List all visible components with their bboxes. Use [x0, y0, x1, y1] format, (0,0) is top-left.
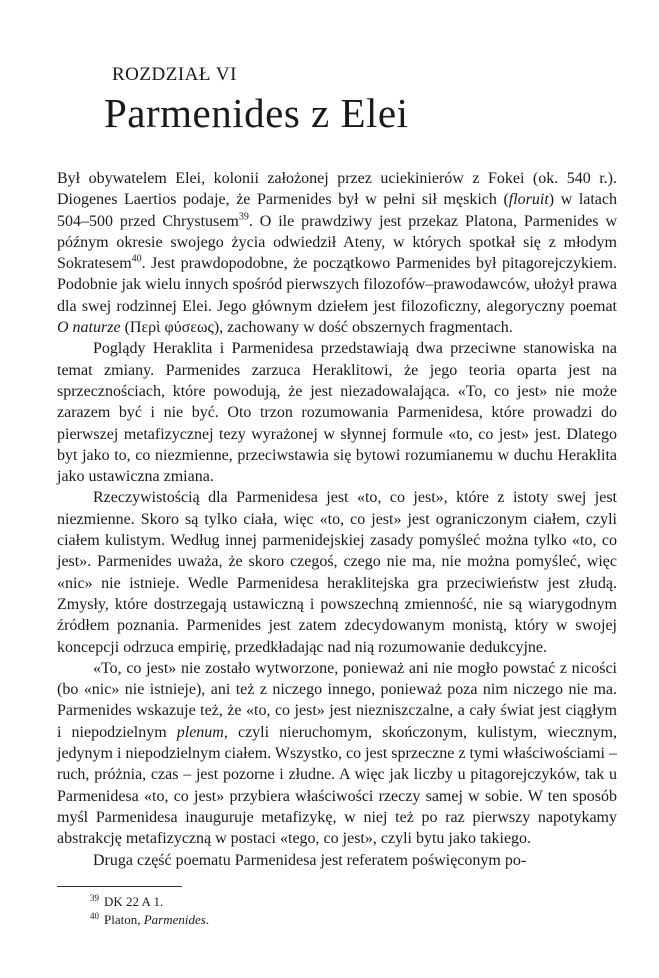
text-run: .: [205, 912, 210, 927]
text-run: , czyli nieruchomym, skończonym, kulistym, wiecznym, jedynym i niepodzielnym ciałem. Wszystko, co jest sprzeczne z tymi właściwościami – ruch, próżnia, czas – jest pozorne i złudne. A więc jak liczby u pitagorejczyków, tak u Parmenidesa «to, co jest» przybiera właściwości rzeczy samej w sobie. W ten sposób myśl Parmenidesa inauguruje metafizykę, w niej też po raz pierwszy napotykamy abstrakcję metafizyczną w postaci «tego, co jest», czyli bytu jako takiego.: [57, 723, 617, 848]
text-run: (Περὶ φύσεως), zachowany w dość obszernych fragmentach.: [120, 319, 513, 337]
footnote-ref: 39: [238, 211, 249, 223]
footnotes: [90, 893, 209, 929]
footnote-number: 39: [90, 892, 99, 903]
text-run: Rzeczywistością dla Parmenidesa jest «to, co jest», które z istoty swej jest niezmienne. Skoro są tylko ciała, więc «to, co jest» jest ograniczonym ciałem, czyli ciałem kulistym. Według innej parmenidejskiej zasady pomyśleć można tylko «to, co jest». Parmenides uważa, że skoro czegoś, czego nie ma, nie można pomyśleć, więc «nic» nie istnieje. Wedle Parmenidesa heraklitejska gra przeciwieństw jest złudą. Zmysły, które dostrzegają ustawiczną i powszechną zmienność, nie są wiarygodnym źródłem poznania. Parmenides jest zatem zdecydowanym monistą, który w swojej koncepcji odrzuca empirię, przedkładając nad nią rozumowanie dedukcyjne.: [57, 489, 617, 656]
italic-text: Parmenides: [143, 912, 206, 927]
text-run: Poglądy Heraklita i Parmenidesa przedstawiają dwa przeciwne stanowiska na temat zmiany. Parmenides zarzuca Heraklitowi, że jego teoria oparta jest na sprzecznościach, które powodują, że jest niezadowalająca. «To, co jest» nie może zarazem być i nie być. Oto trzon rozumowania Parmenidesa, które prowadzi do pierwszej metafizycznej tezy wyrażonej w słynnej formule «to, co jest» jest. Dlatego byt jako to, co niezmienne, przeciwstawia się bytowi rozumianemu w duchu Heraklita jako ustawiczna zmiana.: [57, 340, 617, 486]
footnote: [90, 911, 209, 929]
paragraph: [57, 487, 617, 657]
paragraph: [57, 850, 617, 871]
paragraph: [57, 658, 617, 850]
italic-text: floruit: [508, 191, 549, 209]
text-run: Był obywatelem Elei, kolonii założonej przez uciekinierów z Fokei (ok. 540 r.). Diogenes Laertios podaje, że Parmenides był w pełni sił męskich (: [57, 170, 617, 209]
chapter-title: Parmenides z Elei: [104, 90, 409, 136]
paragraph: [57, 168, 617, 338]
text-run: «To, co jest» nie zostało wytworzone, ponieważ ani nie mogło powstać z nicości (bo «nic» nie istnieje), ani też z niczego innego, ponieważ poza nim niczego nie ma. Parmenides wskazuje też, że «to, co jest» jest niezniszczalne, a cały świat jest ciągłym i niepodzielnym: [57, 659, 617, 741]
text-run: DK 22 A 1.: [104, 894, 164, 909]
text-run: ) w latach 504–500 przed Chrystusem: [57, 191, 618, 230]
footnote-ref: 40: [131, 253, 142, 265]
footnote-number: 40: [90, 910, 99, 921]
italic-text: O naturze: [57, 319, 121, 337]
chapter-label: ROZDZIAŁ VI: [112, 64, 237, 85]
body-text: [57, 168, 617, 871]
footnote-divider: [57, 886, 182, 887]
text-run: . Jest prawdopodobne, że początkowo Parmenides był pitagorejczykiem. Podobnie jak wielu innych spośród pierwszych filozofów–prawodawców, ułożył prawa dla swej rodzinnej Elei. Jego głównym dziełem jest filozoficzny, alegoryczny poemat: [57, 255, 617, 315]
footnote: [90, 893, 209, 911]
text-run: Platon,: [104, 912, 144, 927]
text-run: Druga część poematu Parmenidesa jest referatem poświęconym po-: [93, 851, 527, 869]
italic-text: plenum: [176, 723, 224, 741]
paragraph: [57, 338, 617, 487]
text-run: . O ile prawdziwy jest przekaz Platona, Parmenides w późnym okresie swojego życia odwiedził Ateny, w których spotkał się z młodym Sokratesem: [57, 212, 617, 273]
